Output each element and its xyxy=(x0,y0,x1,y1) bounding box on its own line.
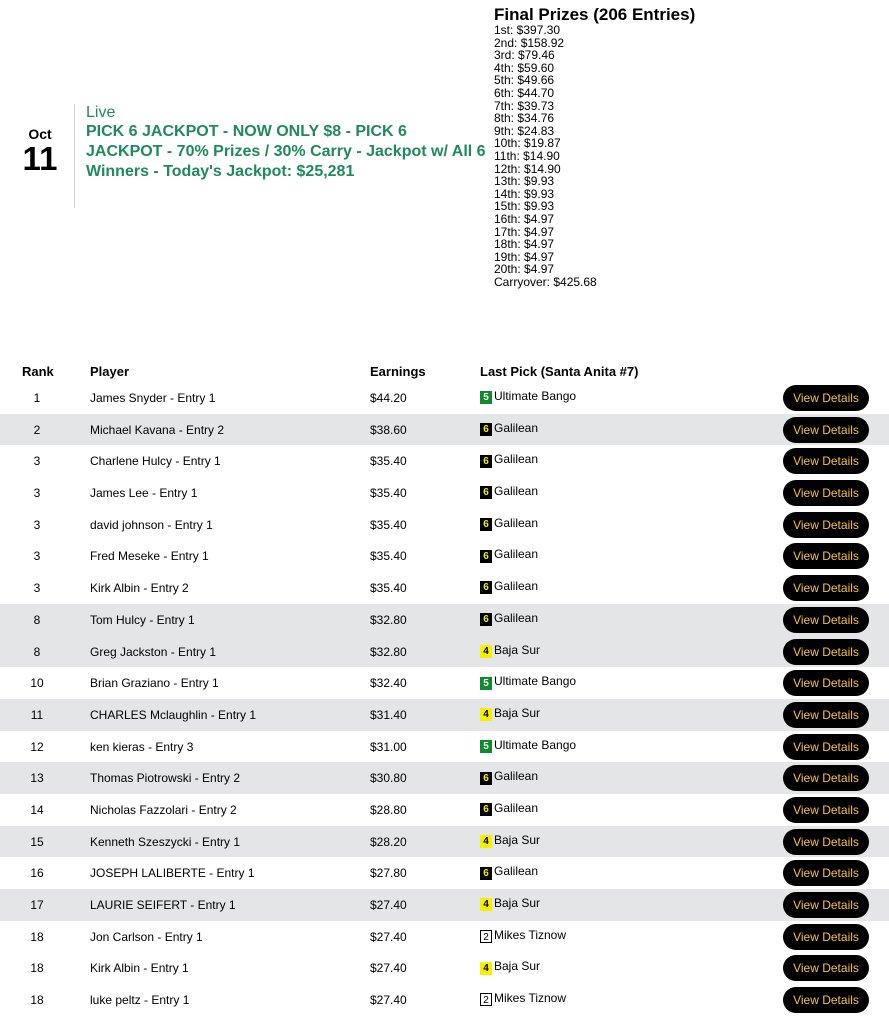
view-details-button[interactable]: View Details xyxy=(783,670,869,696)
last-pick-cell xyxy=(480,389,576,404)
program-number-badge: 6 xyxy=(480,550,492,563)
earnings-cell: $27.40 xyxy=(370,961,407,976)
horse-name: Galilean xyxy=(494,864,539,879)
prize-item: 5th: $49.66 xyxy=(494,73,555,88)
last-pick-cell xyxy=(480,833,540,848)
view-details-button[interactable]: View Details xyxy=(783,512,869,538)
player-cell: Kirk Albin - Entry 2 xyxy=(90,581,189,596)
last-pick-cell xyxy=(480,452,538,467)
rank-cell: 3 xyxy=(33,581,41,596)
last-pick-cell xyxy=(480,611,538,626)
horse-name: Galilean xyxy=(494,547,539,562)
earnings-cell: $35.40 xyxy=(370,517,407,532)
earnings-cell: $35.40 xyxy=(370,454,407,469)
last-pick-cell xyxy=(480,959,540,974)
earnings-cell: $27.80 xyxy=(370,866,407,881)
horse-name: Galilean xyxy=(494,610,539,625)
header-earnings: Earnings xyxy=(370,364,426,379)
last-pick-cell xyxy=(480,738,576,753)
horse-name: Baja Sur xyxy=(494,705,541,720)
player-cell: ken kieras - Entry 3 xyxy=(90,739,194,754)
view-details-button[interactable]: View Details xyxy=(783,543,869,569)
program-number-badge: 6 xyxy=(480,613,492,626)
header-rank: Rank xyxy=(22,364,54,379)
rank-cell: 12 xyxy=(30,739,44,754)
program-number-badge: 5 xyxy=(480,677,492,690)
earnings-cell: $28.20 xyxy=(370,834,407,849)
view-details-button[interactable]: View Details xyxy=(783,797,869,823)
table-row xyxy=(0,636,889,668)
program-number-badge: 2 xyxy=(480,993,492,1006)
view-details-button[interactable]: View Details xyxy=(783,448,869,474)
player-cell: Kirk Albin - Entry 1 xyxy=(90,961,189,976)
contest-date xyxy=(20,126,60,176)
program-number-badge: 6 xyxy=(480,772,492,785)
prize-item: 14th: $9.93 xyxy=(494,186,555,201)
earnings-cell: $30.80 xyxy=(370,771,407,786)
earnings-cell: $28.80 xyxy=(370,802,407,817)
player-cell: Greg Jackston - Entry 1 xyxy=(90,644,217,659)
rank-cell: 14 xyxy=(30,802,44,817)
program-number-badge: 6 xyxy=(480,423,492,436)
player-cell: Charlene Hulcy - Entry 1 xyxy=(90,454,221,469)
rank-cell: 3 xyxy=(33,454,41,469)
view-details-button[interactable]: View Details xyxy=(783,607,869,633)
view-details-button[interactable]: View Details xyxy=(783,987,869,1013)
contest-title[interactable]: PICK 6 JACKPOT - NOW ONLY $8 - PICK 6 JACKPOT - 70% Prizes / 30% Carry - Jackpot w/ All 6 Winners - Today's Jackpot: $25,281 xyxy=(86,123,486,180)
horse-name: Galilean xyxy=(494,579,539,594)
header-last-pick: Last Pick (Santa Anita #7) xyxy=(480,364,639,379)
program-number-badge: 4 xyxy=(480,962,492,975)
rank-cell: 3 xyxy=(33,486,41,501)
view-details-button[interactable]: View Details xyxy=(783,892,869,918)
horse-name: Ultimate Bango xyxy=(494,674,577,689)
view-details-button[interactable]: View Details xyxy=(783,575,869,601)
earnings-cell: $35.40 xyxy=(370,581,407,596)
table-body xyxy=(0,382,889,1016)
earnings-cell: $35.40 xyxy=(370,549,407,564)
last-pick-cell xyxy=(480,547,538,562)
earnings-cell: $44.20 xyxy=(370,391,407,405)
rank-cell: 15 xyxy=(30,834,44,849)
player-cell: James Snyder - Entry 1 xyxy=(90,391,216,405)
earnings-cell: $27.40 xyxy=(370,993,407,1008)
prize-item: 3rd: $79.46 xyxy=(494,48,555,63)
table-row xyxy=(0,984,889,1016)
rank-cell: 18 xyxy=(30,929,44,944)
last-pick-cell xyxy=(480,864,538,879)
last-pick-cell xyxy=(480,516,538,531)
table-row xyxy=(0,826,889,858)
prize-item: 7th: $39.73 xyxy=(494,98,555,113)
horse-name: Mikes Tiznow xyxy=(494,991,567,1006)
last-pick-cell xyxy=(480,643,540,658)
player-cell: James Lee - Entry 1 xyxy=(90,486,198,501)
horse-name: Galilean xyxy=(494,515,539,530)
player-cell: Jon Carlson - Entry 1 xyxy=(90,929,203,944)
last-pick-cell xyxy=(480,706,540,721)
prize-item: 11th: $14.90 xyxy=(494,148,560,163)
view-details-button[interactable]: View Details xyxy=(783,417,869,443)
final-prizes xyxy=(494,6,824,288)
prize-item: 13th: $9.93 xyxy=(494,174,555,189)
earnings-cell: $32.40 xyxy=(370,676,407,691)
prize-item: 6th: $44.70 xyxy=(494,85,555,100)
contest-day: 11 xyxy=(22,140,58,177)
view-details-button[interactable]: View Details xyxy=(783,765,869,791)
prize-item: 15th: $9.93 xyxy=(494,199,555,214)
player-cell: Tom Hulcy - Entry 1 xyxy=(90,612,195,627)
rank-cell: 18 xyxy=(30,961,44,976)
player-cell: CHARLES Mclaughlin - Entry 1 xyxy=(90,707,257,722)
prize-item: 2nd: $158.92 xyxy=(494,35,565,50)
view-details-button[interactable]: View Details xyxy=(783,829,869,855)
rank-cell: 8 xyxy=(33,612,41,627)
last-pick-cell xyxy=(480,674,576,689)
player-cell: JOSEPH LALIBERTE - Entry 1 xyxy=(90,866,255,881)
horse-name: Galilean xyxy=(494,452,539,467)
contest-month: Oct xyxy=(28,126,52,142)
rank-cell: 3 xyxy=(33,549,41,564)
table-row xyxy=(0,445,889,477)
program-number-badge: 4 xyxy=(480,898,492,911)
rank-cell: 3 xyxy=(33,517,41,532)
last-pick-cell xyxy=(480,991,566,1006)
view-details-button[interactable]: View Details xyxy=(783,860,869,886)
earnings-cell: $31.40 xyxy=(370,707,407,722)
rank-cell: 13 xyxy=(30,771,44,786)
leaderboard-table xyxy=(0,362,889,1016)
last-pick-cell xyxy=(480,769,538,784)
prize-item: 19th: $4.97 xyxy=(494,249,555,264)
table-row xyxy=(0,857,889,889)
rank-cell: 18 xyxy=(30,993,44,1008)
player-cell: Kenneth Szeszycki - Entry 1 xyxy=(90,834,241,849)
horse-name: Mikes Tiznow xyxy=(494,927,567,942)
prize-item: Carryover: $425.68 xyxy=(494,274,597,289)
prize-item: 18th: $4.97 xyxy=(494,237,555,252)
rank-cell: 16 xyxy=(30,866,44,881)
last-pick-cell xyxy=(480,421,538,436)
prize-item: 4th: $59.60 xyxy=(494,60,555,75)
player-cell: luke peltz - Entry 1 xyxy=(90,993,190,1008)
horse-name: Galilean xyxy=(494,769,539,784)
rank-cell: 10 xyxy=(30,676,44,691)
table-row xyxy=(0,414,889,446)
table-row xyxy=(0,952,889,984)
player-cell: Nicholas Fazzolari - Entry 2 xyxy=(90,802,237,817)
last-pick-cell xyxy=(480,801,538,816)
earnings-cell: $27.40 xyxy=(370,929,407,944)
view-details-button[interactable]: View Details xyxy=(783,734,869,760)
table-row xyxy=(0,667,889,699)
prize-item: 20th: $4.97 xyxy=(494,262,555,277)
view-details-button[interactable]: View Details xyxy=(783,924,869,950)
table-header xyxy=(0,362,889,382)
prize-list xyxy=(494,24,824,288)
horse-name: Galilean xyxy=(494,420,539,435)
program-number-badge: 5 xyxy=(480,391,492,404)
table-row xyxy=(0,572,889,604)
view-details-button[interactable]: View Details xyxy=(783,955,869,981)
table-row xyxy=(0,699,889,731)
view-details-button[interactable]: View Details xyxy=(783,385,869,411)
table-row xyxy=(0,540,889,572)
prize-item: 12th: $14.90 xyxy=(494,161,561,176)
table-row xyxy=(0,382,889,414)
earnings-cell: $32.80 xyxy=(370,644,407,659)
table-row xyxy=(0,604,889,636)
program-number-badge: 2 xyxy=(480,930,492,943)
last-pick-cell xyxy=(480,896,540,911)
table-row xyxy=(0,509,889,541)
horse-name: Galilean xyxy=(494,800,539,815)
rank-cell: 8 xyxy=(33,644,41,659)
prize-item: 10th: $19.87 xyxy=(494,136,561,151)
table-row xyxy=(0,762,889,794)
earnings-cell: $31.00 xyxy=(370,739,407,754)
horse-name: Ultimate Bango xyxy=(494,737,577,752)
prize-item: 16th: $4.97 xyxy=(494,211,555,226)
program-number-badge: 6 xyxy=(480,803,492,816)
table-row xyxy=(0,794,889,826)
horse-name: Baja Sur xyxy=(494,642,541,657)
program-number-badge: 4 xyxy=(480,708,492,721)
rank-cell: 1 xyxy=(33,391,41,405)
program-number-badge: 6 xyxy=(480,455,492,468)
player-cell: LAURIE SEIFERT - Entry 1 xyxy=(90,898,236,912)
earnings-cell: $38.60 xyxy=(370,422,407,437)
earnings-cell: $27.40 xyxy=(370,898,407,912)
last-pick-cell xyxy=(480,484,538,499)
program-number-badge: 4 xyxy=(480,645,492,658)
player-cell: Michael Kavana - Entry 2 xyxy=(90,422,225,437)
table-row xyxy=(0,889,889,921)
rank-cell: 11 xyxy=(30,707,44,722)
final-prizes-heading: Final Prizes (206 Entries) xyxy=(494,5,696,24)
contest-info xyxy=(74,104,486,208)
horse-name: Baja Sur xyxy=(494,896,541,910)
contest-status: Live xyxy=(86,104,116,121)
player-cell: Thomas Piotrowski - Entry 2 xyxy=(90,771,241,786)
table-row xyxy=(0,921,889,953)
player-cell: Fred Meseke - Entry 1 xyxy=(90,549,209,564)
program-number-badge: 6 xyxy=(480,867,492,880)
prize-item: 8th: $34.76 xyxy=(494,111,555,126)
player-cell: david johnson - Entry 1 xyxy=(90,517,213,532)
player-cell: Brian Graziano - Entry 1 xyxy=(90,676,219,691)
program-number-badge: 6 xyxy=(480,518,492,531)
view-details-button[interactable]: View Details xyxy=(783,639,869,665)
horse-name: Baja Sur xyxy=(494,959,541,974)
rank-cell: 17 xyxy=(30,898,44,912)
prize-item: 9th: $24.83 xyxy=(494,123,555,138)
last-pick-cell xyxy=(480,579,538,594)
view-details-button[interactable]: View Details xyxy=(783,480,869,506)
horse-name: Ultimate Bango xyxy=(494,389,577,403)
prize-item: 17th: $4.97 xyxy=(494,224,555,239)
horse-name: Baja Sur xyxy=(494,832,541,847)
header-player: Player xyxy=(90,364,130,379)
program-number-badge: 6 xyxy=(480,581,492,594)
program-number-badge: 4 xyxy=(480,835,492,848)
table-row xyxy=(0,477,889,509)
rank-cell: 2 xyxy=(33,422,41,437)
view-details-button[interactable]: View Details xyxy=(783,702,869,728)
prize-item: 1st: $397.30 xyxy=(494,23,561,37)
last-pick-cell xyxy=(480,928,566,943)
program-number-badge: 5 xyxy=(480,740,492,753)
earnings-cell: $32.80 xyxy=(370,612,407,627)
table-row xyxy=(0,731,889,763)
earnings-cell: $35.40 xyxy=(370,486,407,501)
program-number-badge: 6 xyxy=(480,486,492,499)
horse-name: Galilean xyxy=(494,484,539,499)
